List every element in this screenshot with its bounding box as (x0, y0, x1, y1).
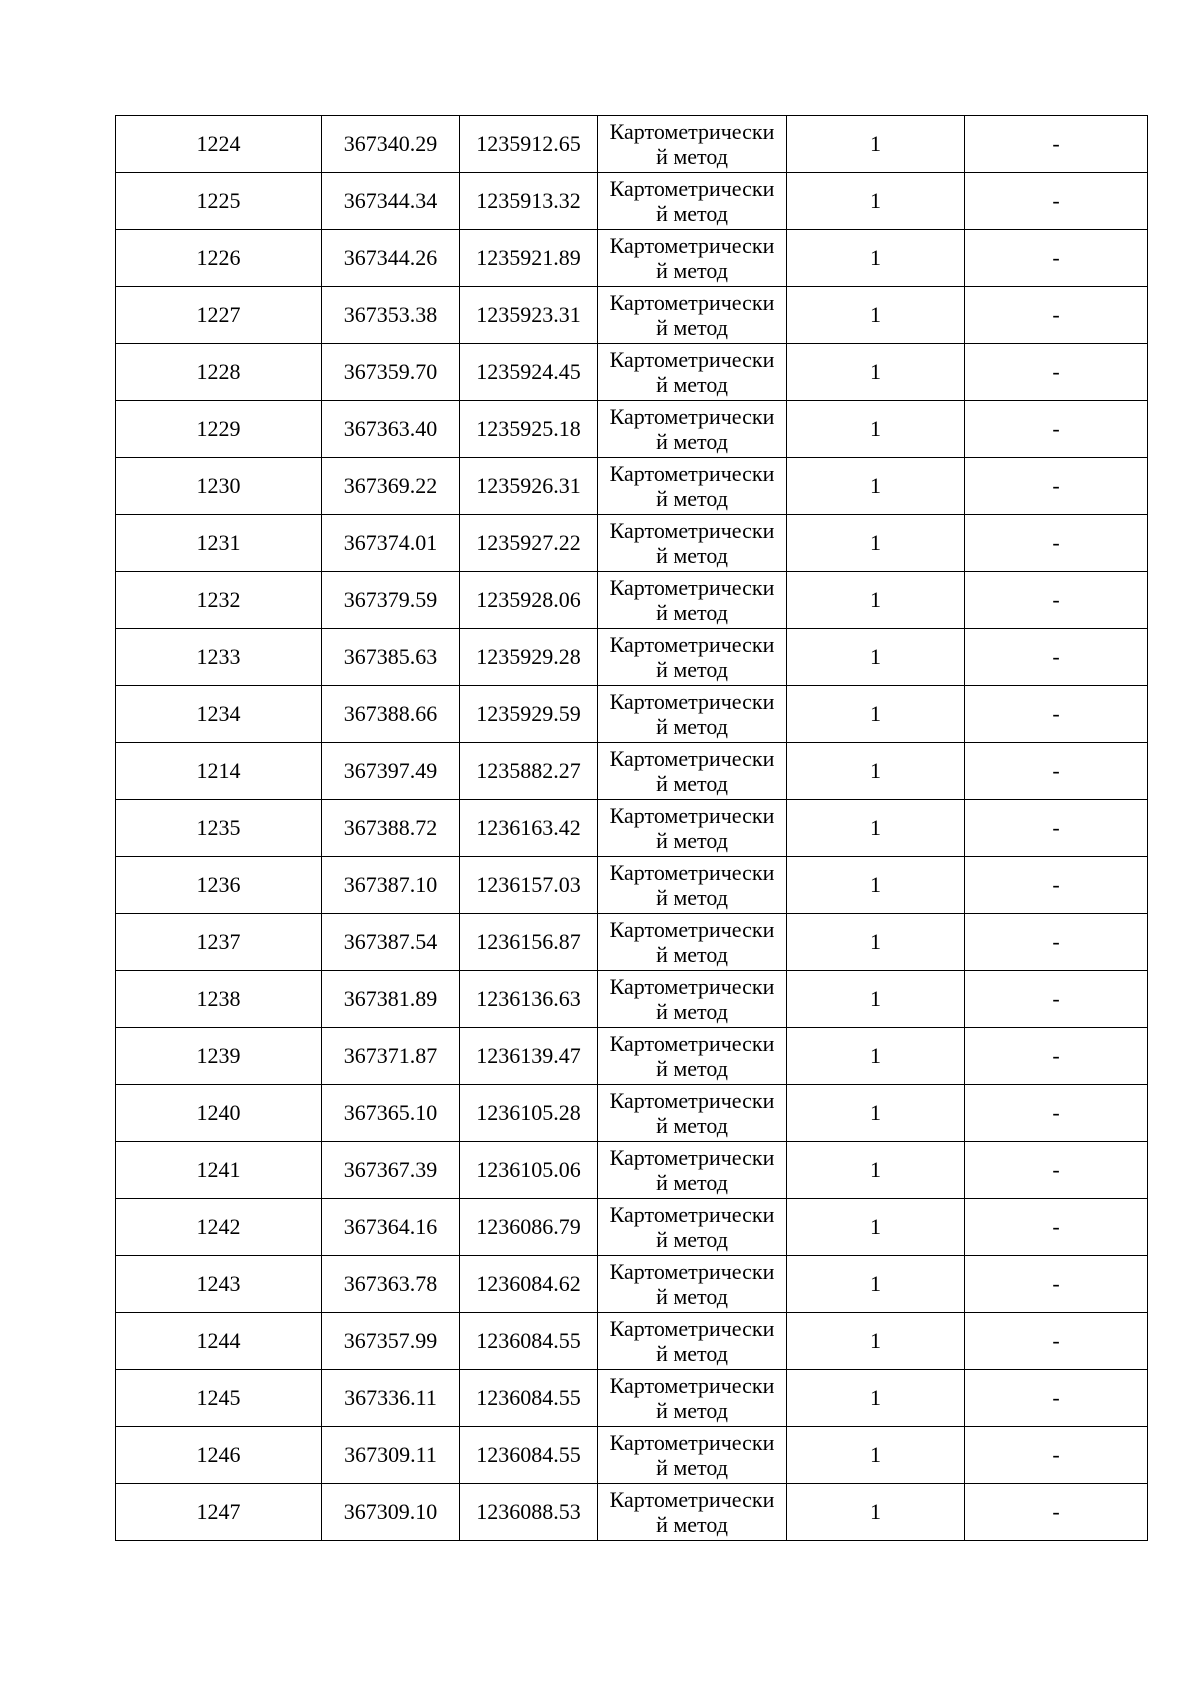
method-text-line1: Картометрически (609, 119, 775, 144)
table-body (116, 116, 1148, 1541)
table-row (116, 572, 1148, 629)
method-cell (598, 515, 787, 572)
note-cell: - (965, 914, 1148, 971)
x-coordinate-cell: 367388.66 (322, 686, 460, 743)
point-number-cell: 1236 (116, 857, 322, 914)
method-cell (598, 1484, 787, 1541)
accuracy-cell: 1 (787, 971, 965, 1028)
method-cell (598, 344, 787, 401)
point-number-cell: 1243 (116, 1256, 322, 1313)
note-cell: - (965, 344, 1148, 401)
y-coordinate-cell: 1236157.03 (460, 857, 598, 914)
method-text-line1: Картометрически (609, 1202, 775, 1227)
method-text-line2: й метод (656, 1113, 728, 1138)
method-text-line1: Картометрически (609, 461, 775, 486)
method-cell (598, 857, 787, 914)
method-text-line2: й метод (656, 771, 728, 796)
note-cell: - (965, 458, 1148, 515)
method-text-line2: й метод (656, 543, 728, 568)
method-text-line1: Картометрически (609, 917, 775, 942)
method-text-line1: Картометрически (609, 1145, 775, 1170)
method-cell (598, 173, 787, 230)
point-number-cell: 1234 (116, 686, 322, 743)
x-coordinate-cell: 367388.72 (322, 800, 460, 857)
table-row (116, 287, 1148, 344)
method-text-line2: й метод (656, 828, 728, 853)
method-cell (598, 686, 787, 743)
x-coordinate-cell: 367344.26 (322, 230, 460, 287)
x-coordinate-cell: 367365.10 (322, 1085, 460, 1142)
point-number-cell: 1230 (116, 458, 322, 515)
accuracy-cell: 1 (787, 1028, 965, 1085)
note-cell: - (965, 230, 1148, 287)
point-number-cell: 1214 (116, 743, 322, 800)
coordinates-table (115, 115, 1148, 1541)
point-number-cell: 1227 (116, 287, 322, 344)
method-cell (598, 743, 787, 800)
table-row (116, 230, 1148, 287)
x-coordinate-cell: 367379.59 (322, 572, 460, 629)
note-cell: - (965, 971, 1148, 1028)
method-cell (598, 914, 787, 971)
note-cell: - (965, 401, 1148, 458)
y-coordinate-cell: 1235929.59 (460, 686, 598, 743)
accuracy-cell: 1 (787, 1256, 965, 1313)
method-text-line1: Картометрически (609, 347, 775, 372)
method-cell (598, 1370, 787, 1427)
method-text-line1: Картометрически (609, 1088, 775, 1113)
note-cell: - (965, 116, 1148, 173)
table-row (116, 686, 1148, 743)
x-coordinate-cell: 367363.40 (322, 401, 460, 458)
table-row (116, 116, 1148, 173)
method-text-line1: Картометрически (609, 575, 775, 600)
accuracy-cell: 1 (787, 1142, 965, 1199)
table-row (116, 458, 1148, 515)
accuracy-cell: 1 (787, 515, 965, 572)
method-text-line1: Картометрически (609, 632, 775, 657)
point-number-cell: 1226 (116, 230, 322, 287)
x-coordinate-cell: 367359.70 (322, 344, 460, 401)
method-cell (598, 1199, 787, 1256)
method-cell (598, 287, 787, 344)
x-coordinate-cell: 367357.99 (322, 1313, 460, 1370)
method-text-line1: Картометрически (609, 518, 775, 543)
y-coordinate-cell: 1235882.27 (460, 743, 598, 800)
y-coordinate-cell: 1236084.62 (460, 1256, 598, 1313)
accuracy-cell: 1 (787, 572, 965, 629)
note-cell: - (965, 1199, 1148, 1256)
method-cell (598, 401, 787, 458)
point-number-cell: 1225 (116, 173, 322, 230)
note-cell: - (965, 686, 1148, 743)
note-cell: - (965, 572, 1148, 629)
table-row (116, 1085, 1148, 1142)
accuracy-cell: 1 (787, 116, 965, 173)
y-coordinate-cell: 1236086.79 (460, 1199, 598, 1256)
method-text-line2: й метод (656, 372, 728, 397)
table-row (116, 1142, 1148, 1199)
accuracy-cell: 1 (787, 173, 965, 230)
method-text-line1: Картометрически (609, 860, 775, 885)
x-coordinate-cell: 367381.89 (322, 971, 460, 1028)
method-text-line2: й метод (656, 942, 728, 967)
y-coordinate-cell: 1236084.55 (460, 1427, 598, 1484)
method-cell (598, 1313, 787, 1370)
method-text-line2: й метод (656, 1341, 728, 1366)
table-row (116, 1370, 1148, 1427)
point-number-cell: 1241 (116, 1142, 322, 1199)
method-cell (598, 800, 787, 857)
y-coordinate-cell: 1235913.32 (460, 173, 598, 230)
point-number-cell: 1233 (116, 629, 322, 686)
method-text-line1: Картометрически (609, 1373, 775, 1398)
x-coordinate-cell: 367340.29 (322, 116, 460, 173)
method-text-line1: Картометрически (609, 803, 775, 828)
method-text-line2: й метод (656, 315, 728, 340)
point-number-cell: 1238 (116, 971, 322, 1028)
point-number-cell: 1244 (116, 1313, 322, 1370)
table-row (116, 971, 1148, 1028)
method-text-line2: й метод (656, 714, 728, 739)
method-cell (598, 1427, 787, 1484)
table-row (116, 1256, 1148, 1313)
x-coordinate-cell: 367385.63 (322, 629, 460, 686)
table-row (116, 857, 1148, 914)
x-coordinate-cell: 367363.78 (322, 1256, 460, 1313)
method-text-line2: й метод (656, 144, 728, 169)
method-text-line2: й метод (656, 1227, 728, 1252)
accuracy-cell: 1 (787, 800, 965, 857)
note-cell: - (965, 515, 1148, 572)
y-coordinate-cell: 1235928.06 (460, 572, 598, 629)
method-text-line2: й метод (656, 657, 728, 682)
point-number-cell: 1242 (116, 1199, 322, 1256)
accuracy-cell: 1 (787, 458, 965, 515)
method-cell (598, 230, 787, 287)
method-text-line2: й метод (656, 201, 728, 226)
accuracy-cell: 1 (787, 1313, 965, 1370)
method-text-line2: й метод (656, 600, 728, 625)
accuracy-cell: 1 (787, 629, 965, 686)
table-row (116, 743, 1148, 800)
point-number-cell: 1240 (116, 1085, 322, 1142)
note-cell: - (965, 1085, 1148, 1142)
method-text-line2: й метод (656, 1398, 728, 1423)
point-number-cell: 1228 (116, 344, 322, 401)
table-row (116, 515, 1148, 572)
method-text-line1: Картометрически (609, 176, 775, 201)
method-cell (598, 971, 787, 1028)
method-text-line2: й метод (656, 258, 728, 283)
table-row (116, 344, 1148, 401)
point-number-cell: 1239 (116, 1028, 322, 1085)
point-number-cell: 1224 (116, 116, 322, 173)
accuracy-cell: 1 (787, 914, 965, 971)
y-coordinate-cell: 1235924.45 (460, 344, 598, 401)
accuracy-cell: 1 (787, 686, 965, 743)
y-coordinate-cell: 1235926.31 (460, 458, 598, 515)
method-cell (598, 629, 787, 686)
note-cell: - (965, 800, 1148, 857)
method-text-line2: й метод (656, 1170, 728, 1195)
table-row (116, 1199, 1148, 1256)
note-cell: - (965, 857, 1148, 914)
method-cell (598, 1256, 787, 1313)
note-cell: - (965, 1256, 1148, 1313)
method-cell (598, 1085, 787, 1142)
method-cell (598, 1142, 787, 1199)
accuracy-cell: 1 (787, 401, 965, 458)
note-cell: - (965, 743, 1148, 800)
x-coordinate-cell: 367387.10 (322, 857, 460, 914)
table-row (116, 1484, 1148, 1541)
y-coordinate-cell: 1235925.18 (460, 401, 598, 458)
method-text-line2: й метод (656, 1284, 728, 1309)
x-coordinate-cell: 367353.38 (322, 287, 460, 344)
point-number-cell: 1245 (116, 1370, 322, 1427)
table-row (116, 629, 1148, 686)
y-coordinate-cell: 1236139.47 (460, 1028, 598, 1085)
method-cell (598, 572, 787, 629)
point-number-cell: 1237 (116, 914, 322, 971)
accuracy-cell: 1 (787, 230, 965, 287)
y-coordinate-cell: 1236084.55 (460, 1370, 598, 1427)
y-coordinate-cell: 1236136.63 (460, 971, 598, 1028)
x-coordinate-cell: 367374.01 (322, 515, 460, 572)
method-text-line1: Картометрически (609, 974, 775, 999)
y-coordinate-cell: 1235929.28 (460, 629, 598, 686)
x-coordinate-cell: 367309.10 (322, 1484, 460, 1541)
table-row (116, 1313, 1148, 1370)
method-text-line2: й метод (656, 486, 728, 511)
note-cell: - (965, 1484, 1148, 1541)
point-number-cell: 1231 (116, 515, 322, 572)
y-coordinate-cell: 1235921.89 (460, 230, 598, 287)
y-coordinate-cell: 1235912.65 (460, 116, 598, 173)
accuracy-cell: 1 (787, 344, 965, 401)
method-text-line1: Картометрически (609, 1259, 775, 1284)
method-cell (598, 1028, 787, 1085)
method-text-line1: Картометрически (609, 1430, 775, 1455)
x-coordinate-cell: 367309.11 (322, 1427, 460, 1484)
method-cell (598, 116, 787, 173)
point-number-cell: 1247 (116, 1484, 322, 1541)
x-coordinate-cell: 367397.49 (322, 743, 460, 800)
method-text-line2: й метод (656, 1512, 728, 1537)
accuracy-cell: 1 (787, 1427, 965, 1484)
method-text-line1: Картометрически (609, 290, 775, 315)
accuracy-cell: 1 (787, 1484, 965, 1541)
point-number-cell: 1229 (116, 401, 322, 458)
accuracy-cell: 1 (787, 857, 965, 914)
accuracy-cell: 1 (787, 287, 965, 344)
note-cell: - (965, 1370, 1148, 1427)
point-number-cell: 1232 (116, 572, 322, 629)
note-cell: - (965, 1427, 1148, 1484)
accuracy-cell: 1 (787, 743, 965, 800)
method-text-line1: Картометрически (609, 746, 775, 771)
method-text-line1: Картометрически (609, 1031, 775, 1056)
method-text-line1: Картометрически (609, 233, 775, 258)
point-number-cell: 1246 (116, 1427, 322, 1484)
accuracy-cell: 1 (787, 1085, 965, 1142)
y-coordinate-cell: 1235923.31 (460, 287, 598, 344)
note-cell: - (965, 173, 1148, 230)
table-row (116, 1028, 1148, 1085)
x-coordinate-cell: 367367.39 (322, 1142, 460, 1199)
method-text-line2: й метод (656, 1056, 728, 1081)
note-cell: - (965, 629, 1148, 686)
table-row (116, 800, 1148, 857)
y-coordinate-cell: 1236084.55 (460, 1313, 598, 1370)
table-row (116, 173, 1148, 230)
x-coordinate-cell: 367364.16 (322, 1199, 460, 1256)
method-text-line1: Картометрически (609, 1316, 775, 1341)
x-coordinate-cell: 367371.87 (322, 1028, 460, 1085)
x-coordinate-cell: 367387.54 (322, 914, 460, 971)
y-coordinate-cell: 1236105.06 (460, 1142, 598, 1199)
note-cell: - (965, 1142, 1148, 1199)
x-coordinate-cell: 367369.22 (322, 458, 460, 515)
x-coordinate-cell: 367336.11 (322, 1370, 460, 1427)
table-row (116, 914, 1148, 971)
accuracy-cell: 1 (787, 1370, 965, 1427)
y-coordinate-cell: 1236163.42 (460, 800, 598, 857)
method-text-line1: Картометрически (609, 689, 775, 714)
accuracy-cell: 1 (787, 1199, 965, 1256)
y-coordinate-cell: 1235927.22 (460, 515, 598, 572)
y-coordinate-cell: 1236156.87 (460, 914, 598, 971)
table-row (116, 1427, 1148, 1484)
method-text-line2: й метод (656, 429, 728, 454)
table-row (116, 401, 1148, 458)
method-text-line2: й метод (656, 1455, 728, 1480)
y-coordinate-cell: 1236088.53 (460, 1484, 598, 1541)
method-text-line2: й метод (656, 885, 728, 910)
note-cell: - (965, 1028, 1148, 1085)
note-cell: - (965, 1313, 1148, 1370)
method-text-line1: Картометрически (609, 404, 775, 429)
method-text-line1: Картометрически (609, 1487, 775, 1512)
method-cell (598, 458, 787, 515)
x-coordinate-cell: 367344.34 (322, 173, 460, 230)
y-coordinate-cell: 1236105.28 (460, 1085, 598, 1142)
note-cell: - (965, 287, 1148, 344)
method-text-line2: й метод (656, 999, 728, 1024)
point-number-cell: 1235 (116, 800, 322, 857)
